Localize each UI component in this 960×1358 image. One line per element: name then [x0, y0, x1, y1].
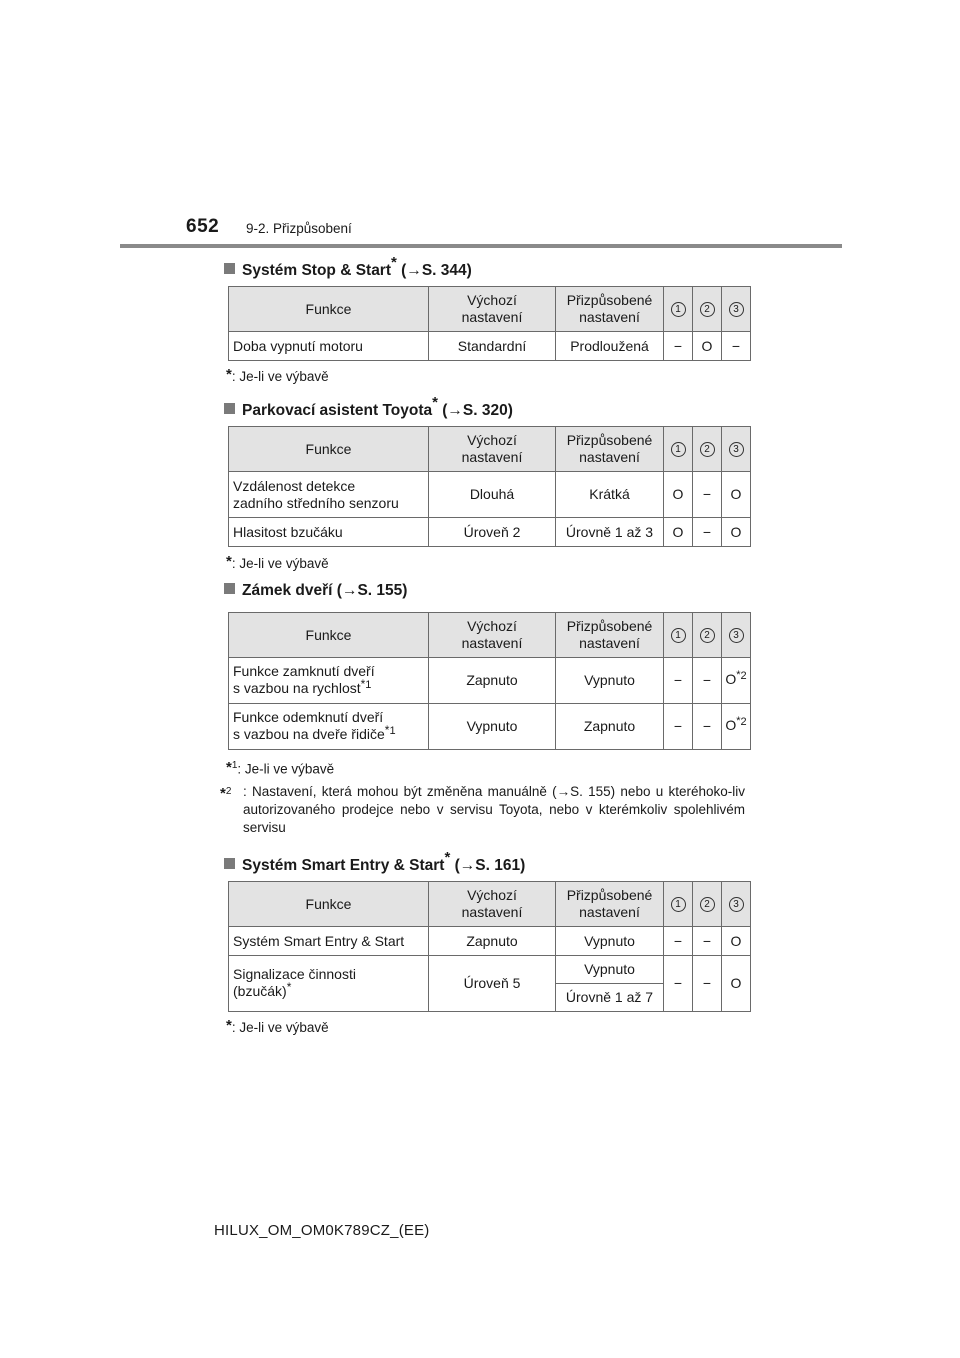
header-circle-1 [664, 287, 693, 332]
footnote: *: Je-li ve výbavě [226, 1017, 329, 1035]
document-code: HILUX_OM_OM0K789CZ_(EE) [214, 1222, 430, 1239]
table-row: Vzdálenost detekce zadního středního senzoru Dlouhá Krátká O − O [229, 472, 751, 518]
header-default: Výchozí nastavení [429, 613, 556, 658]
header-circle-1 [664, 882, 693, 927]
settings-table-stop-start [228, 286, 751, 361]
circled-number-icon: 2 [700, 302, 715, 317]
circled-number-icon: 2 [700, 897, 715, 912]
header-circle-3 [722, 882, 751, 927]
page-header [0, 0, 960, 250]
footnote: *$^1$: Je-li ve výbavě [226, 758, 335, 777]
circled-number-icon: 1 [671, 628, 686, 643]
table-row: Hlasitost bzučáku Úroveň 2 Úrovně 1 až 3 O − O [229, 518, 751, 547]
table-row: Systém Smart Entry & Start Zapnuto Vypnuto − − O [229, 927, 751, 956]
circled-number-icon: 3 [729, 302, 744, 317]
circled-number-icon: 3 [729, 628, 744, 643]
header-circle-2 [693, 427, 722, 472]
table-row: Úrovně 1 až 7 [229, 984, 751, 1012]
bullet-square-icon [224, 403, 235, 414]
page-reference: (→S. 155) [336, 582, 408, 599]
table-row: Funkce zamknutí dveří s vazbou na rychlost*$^1$ Zapnuto Vypnuto − − $O^{*2}$ [229, 658, 751, 704]
table-header-row [229, 287, 751, 332]
header-divider [120, 244, 842, 248]
header-custom: Přizpůsobené nastavení [556, 882, 664, 927]
header-circle-3 [722, 287, 751, 332]
table-row: Funkce odemknutí dveří s vazbou na dveře řidiče*$^1$ Vypnuto Zapnuto − − $O^{*2}$ [229, 704, 751, 750]
circled-number-icon: 2 [700, 442, 715, 457]
bullet-square-icon [224, 858, 235, 869]
page-reference: (→S. 320) [442, 402, 513, 420]
header-function: Funkce [229, 882, 429, 927]
table-header-row [229, 613, 751, 658]
availability-star: * [444, 849, 451, 866]
circled-number-icon: 3 [729, 897, 744, 912]
availability-star: * [391, 254, 397, 271]
header-circle-2 [693, 613, 722, 658]
bullet-square-icon [224, 583, 235, 594]
header-custom: Přizpůsobené nastavení [556, 613, 664, 658]
page-number: 652 [186, 216, 220, 237]
footnote: *: Je-li ve výbavě [226, 366, 329, 384]
section-breadcrumb: 9-2. Přizpůsobení [246, 221, 352, 236]
table-row: Signalizace činnosti (bzučák)* Úroveň 5 Vypnuto − − O [229, 956, 751, 984]
header-circle-1 [664, 613, 693, 658]
table-header-row [229, 882, 751, 927]
section-title-door-lock: Zámek dveří (→S. 155) [224, 582, 407, 600]
footnote-2: *$^2$ : Nastavení, která mohou být změněna manuálně (→S. 155) nebo u kteréhoko-liv autorizovaného prodejce nebo v servisu Toyota, nebo v kterémkoliv spolehlivém servisu [220, 784, 745, 835]
table-row: Doba vypnutí motoru Standardní Prodloužená − O − [229, 332, 751, 361]
circled-number-icon: 2 [700, 628, 715, 643]
header-circle-1 [664, 427, 693, 472]
circled-number-icon: 3 [729, 442, 744, 457]
circled-number-icon: 1 [671, 897, 686, 912]
page-reference: (→S. 161) [454, 857, 526, 875]
circled-number-icon: 1 [671, 442, 686, 457]
page-reference: (→S. 344) [401, 262, 472, 280]
header-circle-2 [693, 882, 722, 927]
header-function: Funkce [229, 613, 429, 658]
bullet-square-icon [224, 263, 235, 274]
header-circle-3 [722, 427, 751, 472]
header-default: Výchozí nastavení [429, 287, 556, 332]
header-custom: Přizpůsobené nastavení [556, 287, 664, 332]
settings-table-smart-entry [228, 881, 751, 1012]
header-circle-3 [722, 613, 751, 658]
settings-table-door-lock [228, 612, 751, 750]
header-default: Výchozí nastavení [429, 882, 556, 927]
section-title-parking-assist: Parkovací asistent Toyota* (→S. 320) [224, 396, 513, 420]
availability-star: * [432, 394, 438, 411]
header-custom: Přizpůsobené nastavení [556, 427, 664, 472]
header-function: Funkce [229, 287, 429, 332]
header-circle-2 [693, 287, 722, 332]
settings-table-parking-assist [228, 426, 751, 547]
circled-number-icon: 1 [671, 302, 686, 317]
footnote: *: Je-li ve výbavě [226, 553, 329, 571]
header-function: Funkce [229, 427, 429, 472]
section-title-stop-start: Systém Stop & Start* (→S. 344) [224, 256, 472, 280]
table-header-row [229, 427, 751, 472]
header-default: Výchozí nastavení [429, 427, 556, 472]
section-title-smart-entry: Systém Smart Entry & Start* (→S. 161) [224, 851, 525, 875]
